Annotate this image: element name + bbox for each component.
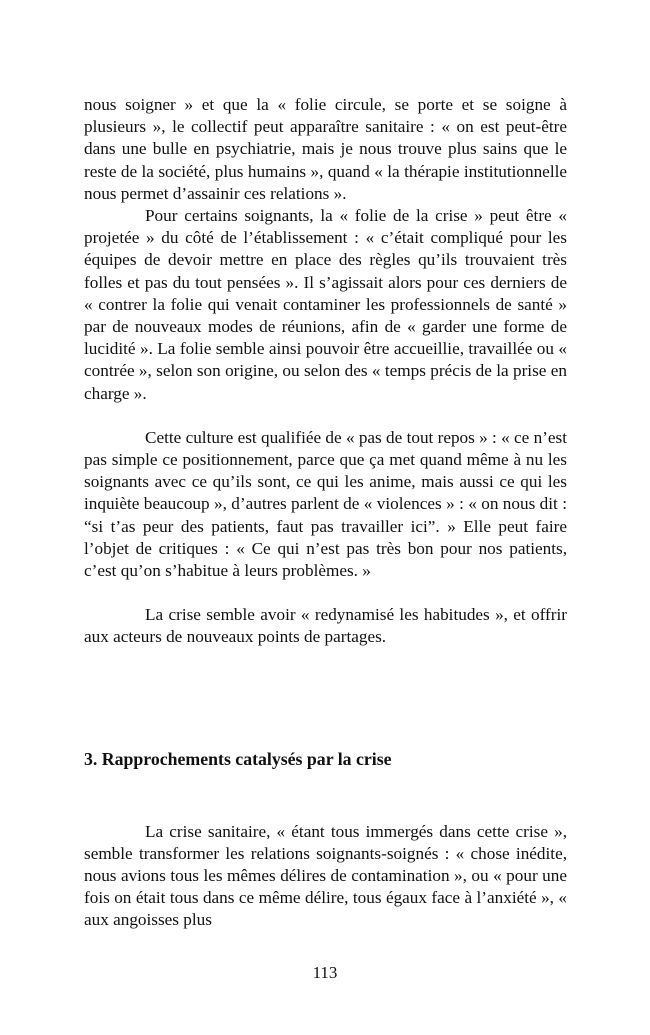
section-spacer	[84, 649, 567, 747]
paragraph-spacer	[84, 405, 567, 427]
paragraph-culture: Cette culture est qualifiée de « pas de tout repos » : « ce n’est pas simple ce positionnement, parce que ça met quand même à nu les soignants avec ce qu’ils sont, ce qui les anime, mais aussi ce qui les inquiète beaucoup », d’autres parlent de « violences » : « on nous dit : “si t’as peur des patients, faut pas travailler ici”. » Elle peut faire l’objet de critiques : « Ce qui n’est pas très bon pour nos patients, c’est qu’on s’habitue à leurs problèmes. »	[84, 427, 567, 581]
paragraph-continuation: nous soigner » et que la « folie circule, se porte et se soigne à plusieurs », le collectif peut apparaître sanitaire : « on est peut-être dans une bulle en psychiatrie, mais je nous trouve plus sains que le reste de la société, plus humains », quand « la thérapie institutionnelle nous permet d’assainir ces relations ».	[84, 95, 567, 203]
section-heading: 3. Rapprochements catalysés par la crise	[84, 748, 392, 769]
page-body	[84, 94, 567, 932]
paragraph-redynamise: La crise semble avoir « redynamisé les habitudes », et offrir aux acteurs de nouveaux points de partages.	[84, 605, 567, 647]
paragraph-crise-sanitaire: La crise sanitaire, « étant tous immergés dans cette crise », semble transformer les relations soignants-soignés : « chose inédite, nous avions tous les mêmes délires de contamination », ou « pour une fois on était tous dans ce même délire, tous égaux face à l’anxiété », « aux angoisses plus	[84, 821, 567, 930]
paragraph-folie-de-la-crise: Pour certains soignants, la « folie de la crise » peut être « projetée » du côté de l’établissement : « c’était compliqué pour les équipes de devoir mettre en place des règles qu’ils trouvaient très folles et pas du tout pensées ». Il s’agissait alors pour ces derniers de « contrer la folie qui venait contaminer les professionnels de santé » par de nouveaux modes de réunions, afin de « garder une forme de lucidité ». La folie semble ainsi pouvoir être accueillie, travaillée ou « contrée », selon son origine, ou selon des « temps précis de la prise en charge ».	[84, 206, 567, 403]
heading-spacer	[84, 771, 567, 821]
page-number: 113	[312, 963, 338, 982]
paragraph-spacer	[84, 582, 567, 604]
